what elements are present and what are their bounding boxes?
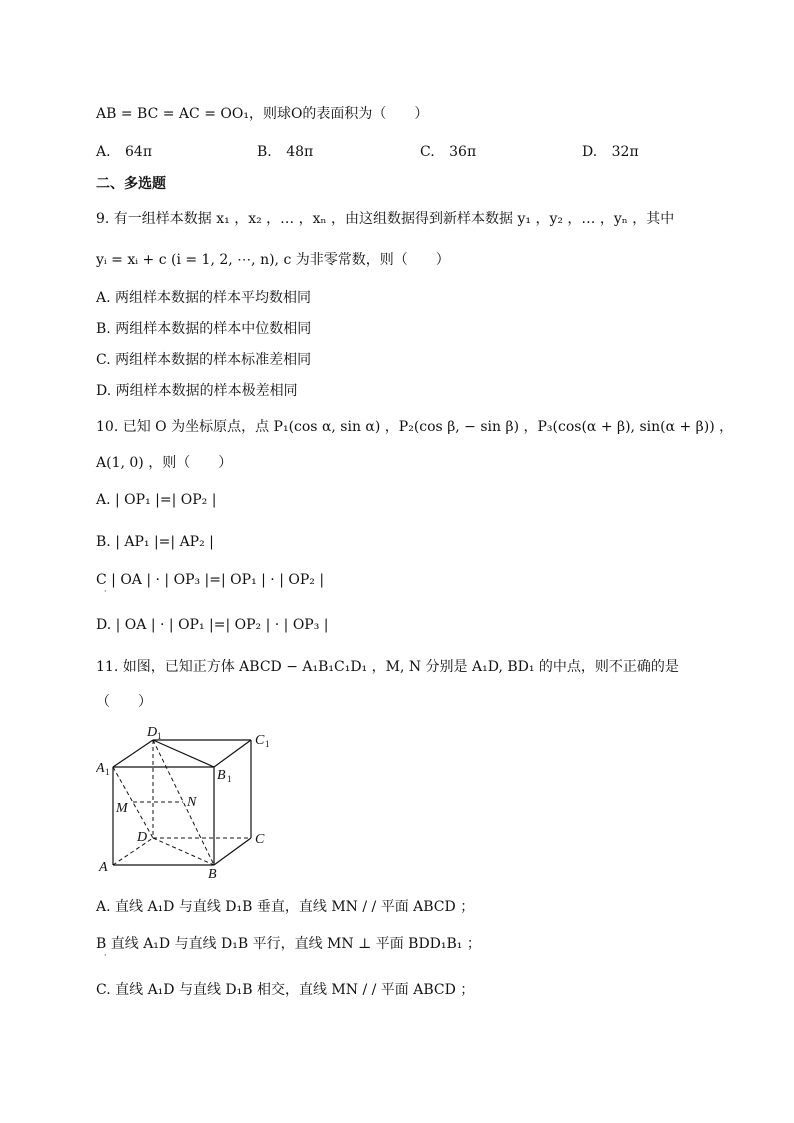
q10-option-c[interactable]: C | OA | · | OP₃ |=| OP₁ | · | OP₂ | <box>96 572 325 588</box>
label-c1: C <box>255 733 265 748</box>
label-d: D <box>137 830 148 845</box>
stray-dot: · <box>104 587 107 596</box>
edge-a1-d1 <box>113 740 153 767</box>
label-a1-sub: 1 <box>105 767 110 777</box>
q8-option-c[interactable] <box>420 142 476 162</box>
option-letter: A. <box>96 144 111 160</box>
label-m: M <box>116 801 128 816</box>
q10-stem-line2: A(1, 0) ，则（ ） <box>96 455 233 471</box>
q8-option-b[interactable] <box>257 142 313 162</box>
option-letter: D. <box>582 144 598 160</box>
label-b: B <box>208 867 217 880</box>
label-a: A <box>99 860 108 875</box>
label-n: N <box>187 795 197 810</box>
label-d1-sub: 1 <box>157 731 162 741</box>
q8-option-d[interactable] <box>582 142 639 162</box>
q11-option-c[interactable]: C. 直线 A₁D 与直线 D₁B 相交，直线 MN / / 平面 ABCD ； <box>96 982 475 998</box>
q11-stem-line1: 11. 如图，已知正方体 ABCD − A₁B₁C₁D₁ ，M, N 分别是 A₁D, BD₁ 的中点，则不正确的是 <box>96 659 679 675</box>
edge-b-c <box>214 838 251 865</box>
q9-option-c[interactable]: C. 两组样本数据的样本标准差相同 <box>96 352 312 368</box>
option-text: 64π <box>125 144 153 160</box>
label-b1: B <box>217 768 226 783</box>
q10-stem-line1: 10. 已知 O 为坐标原点，点 P₁(cos α, sin α) ，P₂(cos β, − sin β) ，P₃(cos(α + β), sin(α + β)) ， <box>96 419 734 435</box>
label-c1-sub: 1 <box>265 739 270 749</box>
label-d1: D <box>147 725 158 740</box>
q9-option-b[interactable]: B. 两组样本数据的样本中位数相同 <box>96 321 312 337</box>
diag-d-b <box>153 838 214 865</box>
q9-stem-line2: yᵢ = xᵢ + c (i = 1, 2, ⋯, n), c 为非零常数，则（ ） <box>96 252 450 268</box>
q11-option-a[interactable]: A. 直线 A₁D 与直线 D₁B 垂直，直线 MN / / 平面 ABCD ； <box>96 899 475 915</box>
stray-dot: · <box>104 951 107 960</box>
edge-d1-b1 <box>153 740 214 767</box>
cube-figure <box>96 720 286 880</box>
option-letter: C. <box>420 144 435 160</box>
q11-stem-line2: （ ） <box>96 694 152 710</box>
q9-stem-line1: 9. 有一组样本数据 x₁ ，x₂ ，… ，xₙ ，由这组数据得到新样本数据 y₁ ，y₂ ，… ，yₙ ，其中 <box>96 211 675 227</box>
label-c: C <box>255 832 265 847</box>
edge-b1-c1 <box>214 740 251 767</box>
q8-stem-tail: AB = BC = AC = OO₁，则球O的表面积为（ ） <box>96 106 429 122</box>
option-text: 32π <box>611 144 639 160</box>
option-text: 36π <box>449 144 477 160</box>
q10-option-a[interactable]: A. | OP₁ |=| OP₂ | <box>96 492 217 508</box>
label-a1: A <box>96 761 105 776</box>
q9-option-d[interactable]: D. 两组样本数据的样本极差相同 <box>96 383 298 399</box>
section-heading: 二、多选题 <box>96 176 166 192</box>
q10-option-d[interactable]: D. | OA | · | OP₁ |=| OP₂ | · | OP₃ | <box>96 617 329 633</box>
q9-option-a[interactable]: A. 两组样本数据的样本平均数相同 <box>96 290 312 306</box>
q10-option-b[interactable]: B. | AP₁ |=| AP₂ | <box>96 534 214 550</box>
option-letter: B. <box>257 144 272 160</box>
q11-option-b[interactable]: B 直线 A₁D 与直线 D₁B 平行，直线 MN ⊥ 平面 BDD₁B₁ ； <box>96 936 481 952</box>
q8-option-a[interactable] <box>96 142 152 162</box>
label-b1-sub: 1 <box>227 774 232 784</box>
option-text: 48π <box>286 144 314 160</box>
